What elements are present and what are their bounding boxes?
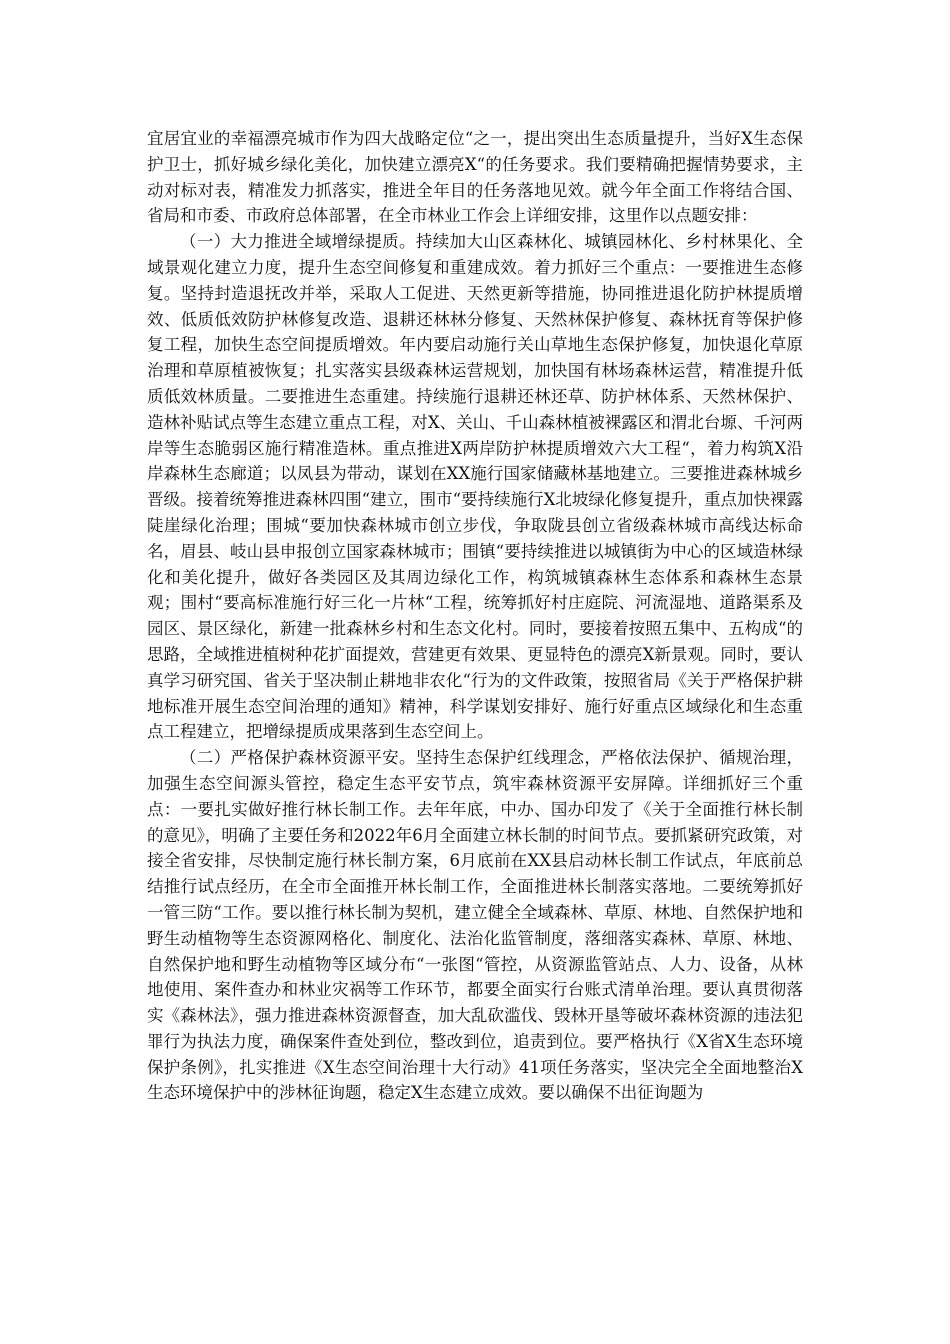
document-page: [147, 126, 803, 1106]
section-1-paragraph: （一）大力推进全域增绿提质。持续加大山区森林化、城镇园林化、乡村林果化、全域景观化建立力度，提升生态空间修复和重建成效。着力抓好三个重点：一要推进生态修复。坚持封造退抚改并举，采取人工促进、天然更新等措施，协同推进退化防护林提质增效、低质低效防护林修复改造、退耕还林林分修复、天然林保护修复、森林抚育等保护修复工程，加快生态空间提质增效。年内要启动施行关山草地生态保护修复，加快退化草原治理和草原植被恢复；扎实落实县级森林运营规划，加快国有林场森林运营，精准提升低质低效林质量。二要推进生态重建。持续施行退耕还林还草、防护林体系、天然林保护、造林补贴试点等生态建立重点工程，对X、关山、千山森林植被裸露区和渭北台塬、千河两岸等生态脆弱区施行精准造林。重点推进X两岸防护林提质增效六大工程“，着力构筑X沿岸森林生态廊道；以凤县为带动，谋划在XX施行国家储藏林基地建立。三要推进森林城乡晋级。接着统筹推进森林四围“建立，围市“要持续施行X北坡绿化修复提升，重点加快裸露陡崖绿化治理；围城“要加快森林城市创立步伐，争取陇县创立省级森林城市高线达标命名，眉县、岐山县申报创立国家森林城市；围镇“要持续推进以城镇街为中心的区域造林绿化和美化提升，做好各类园区及其周边绿化工作，构筑城镇森林生态体系和森林生态景观；围村“要高标准施行好三化一片林“工程，统筹抓好村庄庭院、河流湿地、道路渠系及园区、景区绿化，新建一批森林乡村和生态文化村。同时，要接着按照五集中、五构成“的思路，全域推进植树种花扩面提效，营建更有效果、更显特色的漂亮X新景观。同时，要认真学习研究国、省关于坚决制止耕地非农化“行为的文件政策，按照省局《关于严格保护耕地标准开展生态空间治理的通知》精神，科学谋划安排好、施行好重点区域绿化和生态重点工程建立，把增绿提质成果落到生态空间上。: [147, 232, 803, 742]
intro-paragraph: 宜居宜业的幸福漂亮城市作为四大战略定位“之一，提出突出生态质量提升，当好X生态保护卫士，抓好城乡绿化美化，加快建立漂亮X“的任务要求。我们要精确把握情势要求，主动对标对表，精准发力抓落实，推进全年目的任务落地见效。就今年全面工作将结合国、省局和市委、市政府总体部署，在全市林业工作会上详细安排，这里作以点题安排：: [147, 129, 803, 226]
section-2-paragraph: （二）严格保护森林资源平安。坚持生态保护红线理念，严格依法保护、循规治理，加强生态空间源头管控，稳定生态平安节点，筑牢森林资源平安屏障。详细抓好三个重点：一要扎实做好推行林长制工作。去年年底，中办、国办印发了《关于全面推行林长制的意见》，明确了主要任务和2022年6月全面建立林长制的时间节点。要抓紧研究政策，对接全省安排，尽快制定施行林长制方案，6月底前在XX县启动林长制工作试点，年底前总结推行试点经历，在全市全面推开林长制工作，全面推进林长制落实落地。二要统筹抓好一管三防“工作。要以推行林长制为契机，建立健全全域森林、草原、林地、自然保护地和野生动植物等生态资源网格化、制度化、法治化监管制度，落细落实森林、草原、林地、自然保护地和野生动植物等区域分布“一张图“管控，从资源监管站点、人力、设备，从林地使用、案件查办和林业灾祸等工作环节，都要全面实行台账式清单治理。要认真贯彻落实《森林法》，强力推进森林资源督查，加大乱砍滥伐、毁林开垦等破坏森林资源的违法犯罪行为执法力度，确保案件查处到位，整改到位，追责到位。要严格执行《X省X生态环境保护条例》，扎实推进《X生态空间治理十大行动》41项任务落实，坚决完全全面地整治X生态环境保护中的涉林征询题，稳定X生态建立成效。要以确保不出征询题为: [147, 748, 803, 1103]
